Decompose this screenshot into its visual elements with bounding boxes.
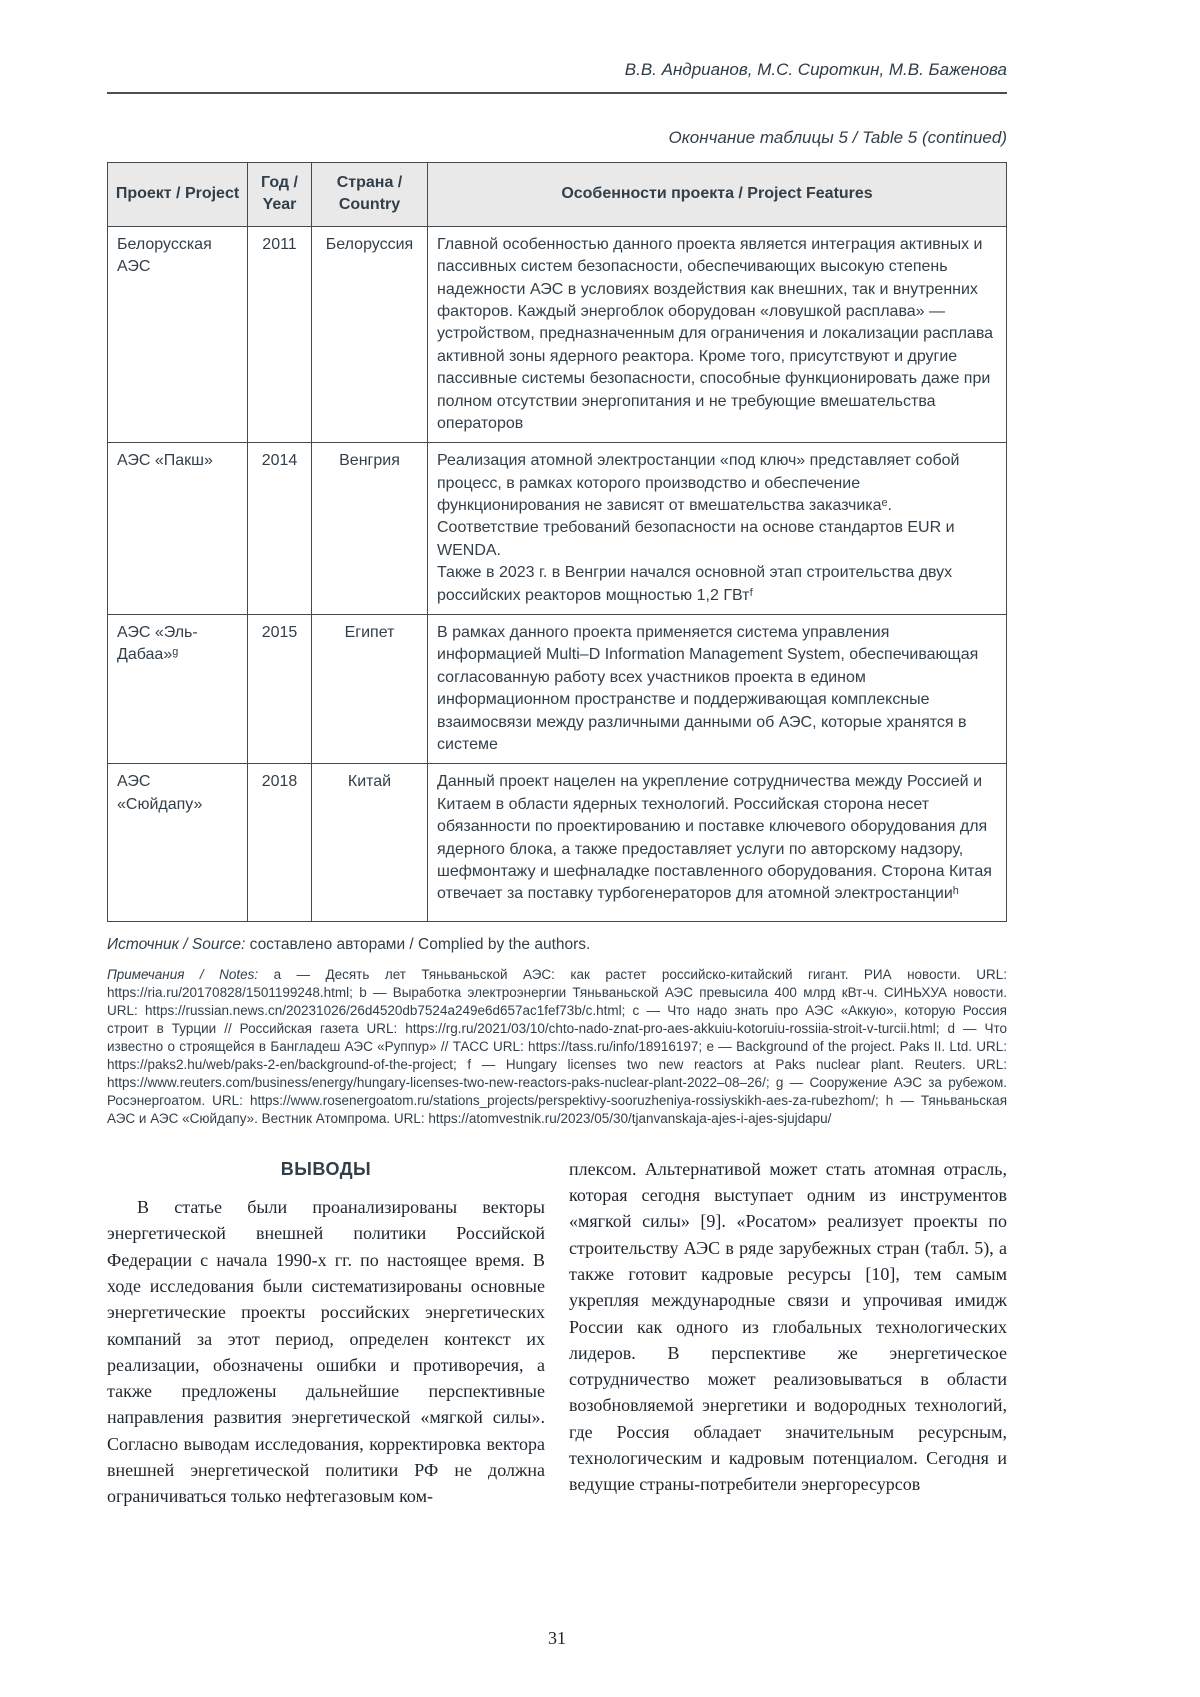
page-number: 31	[548, 1628, 566, 1648]
source-text: составлено авторами / Complied by the authors.	[249, 936, 591, 954]
conclusions-left-column	[107, 1156, 545, 1509]
cell-features: Данный проект нацелен на укрепление сотрудничества между Россией и Китаем в области ядерных технологий. Российская сторона несет обязанности по проектированию и поставке ключевого оборудования для ядерного блока, а также предоставляет услуги по авторскому надзору, шефмонтажу и шефналадке поставленного оборудования. Сторона Китая отвечает за поставку турбогенераторов для атомной электростанцииʰ	[428, 764, 1007, 922]
table-header-row	[108, 163, 1007, 227]
col-header-project: Проект / Project	[108, 163, 248, 227]
cell-project: АЭС «Пакш»	[108, 443, 248, 615]
cell-features: Реализация атомной электростанции «под ключ» представляет собой процесс, в рамках которого производство и обеспечение функционирования не зависят от вмешательства заказчикаᵉ. Соответствие требований безопасности на основе стандартов EUR и WENDA. Также в 2023 г. в Венгрии начался основной этап строительства двух российских реакторов мощностью 1,2 ГВтᶠ	[428, 443, 1007, 615]
cell-features: Главной особенностью данного проекта является интеграция активных и пассивных систем безопасности, обеспечивающих высокую степень надежности АЭС в условиях воздействия как внешних, так и внутренних факторов. Каждый энергоблок оборудован «ловушкой расплава» — устройством, предназначенным для ограничения и локализации расплава активной зоны ядерного реактора. Кроме того, присутствуют и другие пассивные системы безопасности, способные функционировать даже при полном отсутствии энергопитания и не требующие вмешательства операторов	[428, 226, 1007, 443]
table-row	[108, 226, 1007, 443]
conclusions-right-column	[569, 1156, 1007, 1509]
notes-text: a — Десять лет Тяньваньской АЭС: как растет российско-китайский гигант. РИА новости. URL: https://ria.ru/20170828/1501199248.html; b — Выработка электроэнергии Тяньваньской АЭС превысила 400 млрд кВт-ч. СИНЬХУА новости. URL: https://russian.news.cn/20231026/26d4520db7524a249e6d657ac1fef73b/c.html; c — Что надо знать про АЭС «Аккую», которую Россия строит в Турции // Российская газета URL: https://rg.ru/2021/03/10/chto-nado-znat-pro-aes-akkuiu-kotoruiu-rossiia-stroit-v-turcii.html; d — Что известно о строящейся в Бангладеш АЭС «Руппур» // ТАСС URL: https://tass.ru/info/18916197; e — Background of the project. Paks II. Ltd. URL: https://paks2.hu/web/paks-2-en/background-of-the-project; f — Hungary licenses two new reactors at Paks nuclear plant. Reuters. URL: https://www.reuters.com/business/energy/hungary-licenses-two-new-reactors-paks-nuclear-plant-2022–08–26/; g — Сооружение АЭС за рубежом. Росэнергоатом. URL: https://www.rosenergoatom.ru/stations_projects/perspektivy-sooruzheniya-rossiyskikh-aes-za-rubezhom/; h — Тяньваньская АЭС и АЭС «Сюйдапу». Вестник Атомпрома. URL: https://atomvestnik.ru/2023/05/30/tjanvanskaja-ajes-i-ajes-sjujdapu/	[107, 967, 1007, 1126]
conclusions-section	[107, 1156, 1007, 1509]
cell-country: Белоруссия	[312, 226, 428, 443]
conclusions-left-text: В статье были проанализированы векторы энергетической внешней политики Российской Федерации с начала 1990-х гг. по настоящее время. В ходе исследования были систематизированы основные энергетические проекты российских энергетических компаний за этот период, определен контекст их реализации, обозначены ошибки и противоречия, а также предложены дальнейшие перспективные направления развития энергетической «мягкой силы». Согласно выводам исследования, корректировка вектора внешней энергетической политики РФ не должна ограничиваться только нефтегазовым ком-	[107, 1197, 545, 1507]
cell-features: В рамках данного проекта применяется система управления информацией Multi–D Information Management System, обеспечивающая согласованную работу всех участников проекта в едином информационном пространстве и поддерживающая комплексные взаимосвязи между различными данными об АЭС, которые хранятся в системе	[428, 615, 1007, 764]
source-line	[107, 936, 1007, 954]
col-header-features: Особенности проекта / Project Features	[428, 163, 1007, 227]
cell-project: АЭС «Эль-Дабаа»ᵍ	[108, 615, 248, 764]
table-row	[108, 443, 1007, 615]
cell-year: 2015	[248, 615, 312, 764]
table-body	[108, 226, 1007, 922]
cell-project: Белорусская АЭС	[108, 226, 248, 443]
col-header-country: Страна / Country	[312, 163, 428, 227]
notes	[107, 966, 1007, 1128]
table-header	[108, 163, 1007, 227]
notes-label: Примечания / Notes:	[107, 967, 259, 983]
authors: В.В. Андрианов, М.С. Сироткин, М.В. Баженова	[624, 60, 1007, 79]
table-row	[108, 615, 1007, 764]
conclusions-heading: ВЫВОДЫ	[280, 1158, 372, 1179]
cell-year: 2011	[248, 226, 312, 443]
cell-country: Венгрия	[312, 443, 428, 615]
table-row	[108, 764, 1007, 922]
content	[107, 0, 1007, 1509]
header-rule	[107, 92, 1007, 94]
conclusions-right-text: плексом. Альтернативой может стать атомная отрасль, которая сегодня выступает одним из инструментов «мягкой силы» [9]. «Росатом» реализует проекты по строительству АЭС в ряде зарубежных стран (табл. 5), а также готовит кадровые ресурсы [10], тем самым укрепляя международные связи и упрочивая имидж России как одного из глобальных технологических лидеров. В перспективе же энергетическое сотрудничество может реализовываться в области возобновляемой энергетики и водородных технологий, где Россия обладает значительным ресурсным, технологическим и кадровым потенциалом. Сегодня и ведущие страны-потребители энергоресурсов	[569, 1158, 1007, 1495]
col-header-year: Год / Year	[248, 163, 312, 227]
cell-year: 2014	[248, 443, 312, 615]
cell-country: Китай	[312, 764, 428, 922]
projects-table	[107, 162, 1007, 922]
cell-year: 2018	[248, 764, 312, 922]
cell-country: Египет	[312, 615, 428, 764]
source-label: Источник / Source:	[107, 936, 246, 954]
cell-project: АЭС «Сюйдапу»	[108, 764, 248, 922]
table-caption: Окончание таблицы 5 / Table 5 (continued)	[668, 128, 1007, 147]
